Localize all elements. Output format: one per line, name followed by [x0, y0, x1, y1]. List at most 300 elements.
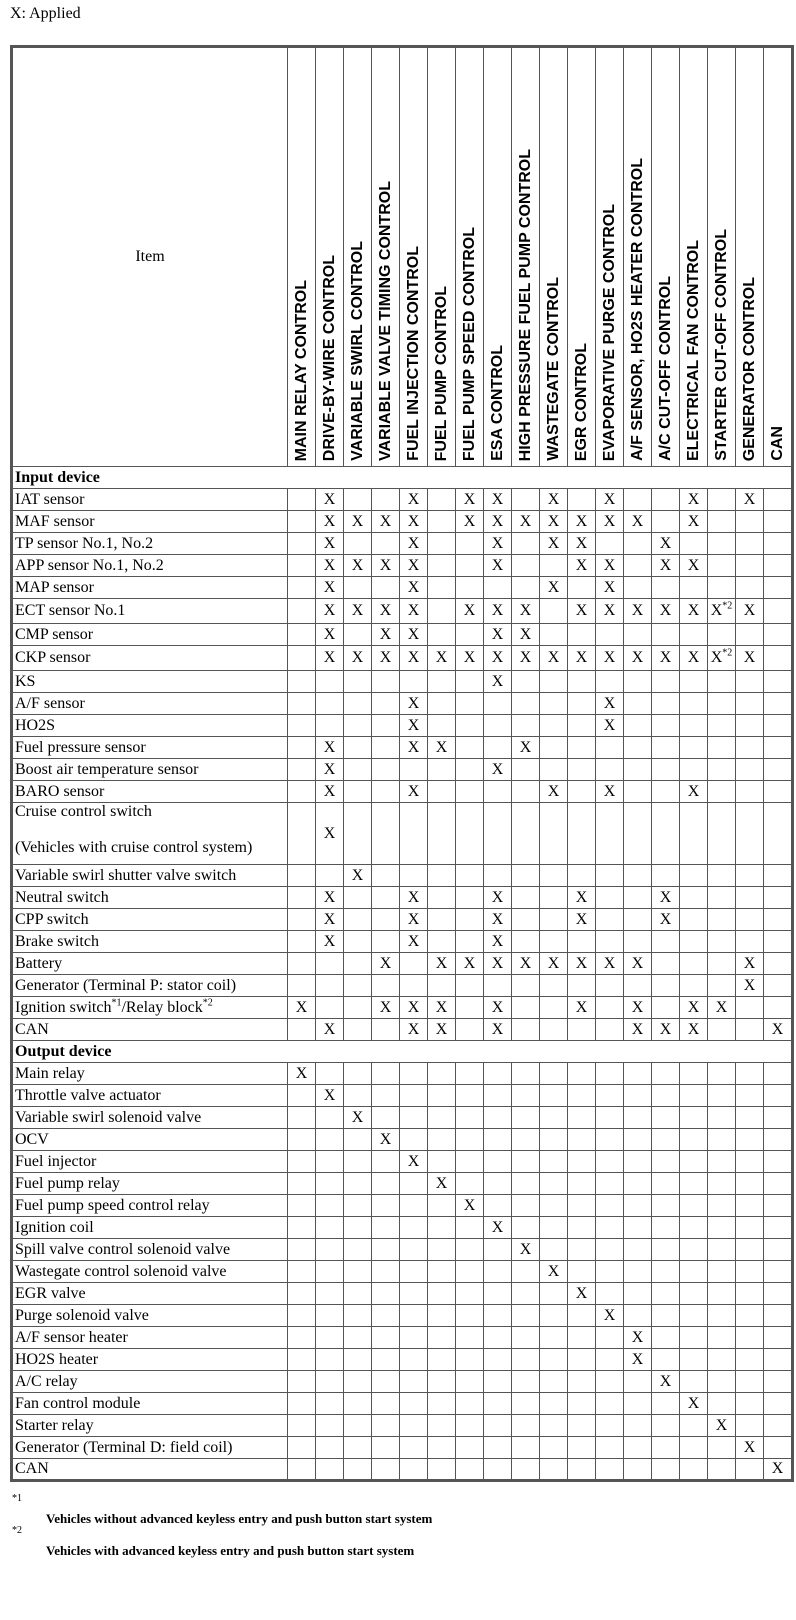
matrix-cell	[736, 887, 764, 909]
matrix-cell	[456, 759, 484, 781]
matrix-cell	[512, 1459, 540, 1481]
matrix-cell	[708, 715, 736, 737]
matrix-cell	[736, 1459, 764, 1481]
matrix-cell	[708, 1195, 736, 1217]
matrix-cell	[764, 1371, 793, 1393]
matrix-cell	[624, 489, 652, 511]
matrix-cell	[540, 1195, 568, 1217]
control-column-header	[764, 47, 793, 467]
table-row	[12, 1107, 793, 1129]
matrix-cell	[484, 1327, 512, 1349]
matrix-cell	[708, 671, 736, 693]
matrix-cell	[512, 533, 540, 555]
table-row	[12, 533, 793, 555]
matrix-cell	[568, 803, 596, 865]
matrix-cell	[428, 1371, 456, 1393]
row-label: TP sensor No.1, No.2	[12, 533, 288, 555]
matrix-cell	[568, 1393, 596, 1415]
matrix-cell	[344, 1415, 372, 1437]
row-label: CAN	[12, 1459, 288, 1481]
matrix-cell	[708, 909, 736, 931]
matrix-cell	[736, 909, 764, 931]
matrix-cell	[596, 1107, 624, 1129]
matrix-cell: X	[624, 599, 652, 624]
matrix-cell	[428, 1393, 456, 1415]
matrix-cell	[540, 1349, 568, 1371]
matrix-cell	[428, 1107, 456, 1129]
matrix-cell	[568, 1437, 596, 1459]
control-column-header	[316, 47, 344, 467]
matrix-cell	[624, 1371, 652, 1393]
matrix-cell	[680, 1063, 708, 1085]
row-label-part: /Relay block	[121, 998, 203, 1016]
matrix-cell: X	[708, 1415, 736, 1437]
matrix-cell	[596, 931, 624, 953]
matrix-cell	[652, 737, 680, 759]
matrix-cell	[736, 693, 764, 715]
matrix-cell	[344, 1151, 372, 1173]
matrix-cell	[344, 693, 372, 715]
matrix-cell	[736, 1239, 764, 1261]
row-label: OCV	[12, 1129, 288, 1151]
matrix-cell	[344, 1217, 372, 1239]
matrix-cell	[428, 555, 456, 577]
matrix-cell: X	[428, 1173, 456, 1195]
matrix-cell	[428, 599, 456, 624]
matrix-cell	[372, 865, 400, 887]
matrix-cell	[456, 533, 484, 555]
matrix-cell	[568, 1239, 596, 1261]
matrix-cell: X	[484, 511, 512, 533]
matrix-cell	[764, 1173, 793, 1195]
matrix-cell	[680, 1217, 708, 1239]
matrix-cell	[484, 1063, 512, 1085]
matrix-cell	[624, 975, 652, 997]
matrix-cell	[708, 975, 736, 997]
table-row	[12, 1239, 793, 1261]
matrix-cell: X	[428, 737, 456, 759]
matrix-cell: X	[400, 511, 428, 533]
matrix-cell	[568, 1063, 596, 1085]
matrix-cell	[344, 1239, 372, 1261]
matrix-cell	[652, 1327, 680, 1349]
matrix-cell	[680, 1085, 708, 1107]
matrix-cell	[568, 1019, 596, 1041]
matrix-cell: X	[428, 646, 456, 671]
matrix-cell: X	[288, 997, 316, 1019]
matrix-cell	[680, 909, 708, 931]
matrix-cell: X	[764, 1019, 793, 1041]
matrix-cell	[708, 1459, 736, 1481]
matrix-cell	[428, 624, 456, 646]
matrix-cell	[344, 1261, 372, 1283]
matrix-cell	[652, 1239, 680, 1261]
matrix-cell	[288, 1371, 316, 1393]
matrix-cell	[652, 1349, 680, 1371]
matrix-cell	[764, 577, 793, 599]
control-column-header	[680, 47, 708, 467]
matrix-cell	[288, 1151, 316, 1173]
matrix-cell: X	[316, 909, 344, 931]
matrix-cell	[568, 577, 596, 599]
matrix-cell	[456, 997, 484, 1019]
matrix-cell	[456, 803, 484, 865]
table-row	[12, 489, 793, 511]
matrix-cell	[400, 975, 428, 997]
matrix-cell	[540, 1283, 568, 1305]
matrix-cell	[288, 1019, 316, 1041]
matrix-cell	[708, 781, 736, 803]
matrix-cell: X	[400, 931, 428, 953]
matrix-cell	[764, 555, 793, 577]
control-column-header	[652, 47, 680, 467]
row-label: Generator (Terminal P: stator coil)	[12, 975, 288, 997]
matrix-cell: X	[680, 781, 708, 803]
matrix-cell	[624, 1129, 652, 1151]
table-row	[12, 975, 793, 997]
matrix-cell: X	[680, 511, 708, 533]
matrix-cell	[624, 1393, 652, 1415]
matrix-cell: X	[624, 1349, 652, 1371]
matrix-cell	[456, 1129, 484, 1151]
matrix-cell	[428, 1129, 456, 1151]
table-row	[12, 1217, 793, 1239]
matrix-cell	[736, 781, 764, 803]
matrix-cell: X	[596, 953, 624, 975]
table-row	[12, 865, 793, 887]
matrix-cell: X	[596, 511, 624, 533]
control-column-label: EVAPORATIVE PURGE CONTROL	[601, 203, 618, 461]
matrix-cell: X	[372, 997, 400, 1019]
matrix-cell	[344, 781, 372, 803]
matrix-cell	[512, 909, 540, 931]
row-label: Battery	[12, 953, 288, 975]
matrix-cell	[428, 1239, 456, 1261]
matrix-cell	[512, 1195, 540, 1217]
matrix-cell: X	[456, 953, 484, 975]
matrix-cell	[288, 1327, 316, 1349]
control-column-label: STARTER CUT-OFF CONTROL	[713, 229, 730, 461]
table-row	[12, 1393, 793, 1415]
matrix-cell	[624, 1437, 652, 1459]
table-row	[12, 624, 793, 646]
matrix-cell	[288, 1129, 316, 1151]
matrix-cell	[484, 1151, 512, 1173]
matrix-cell	[624, 624, 652, 646]
row-label: Fan control module	[12, 1393, 288, 1415]
row-label: ECT sensor No.1	[12, 599, 288, 624]
matrix-cell	[456, 1261, 484, 1283]
matrix-cell	[624, 693, 652, 715]
matrix-cell: X	[568, 953, 596, 975]
matrix-cell	[428, 759, 456, 781]
control-column-header	[372, 47, 400, 467]
matrix-cell	[372, 715, 400, 737]
matrix-cell	[680, 1151, 708, 1173]
matrix-cell	[400, 1063, 428, 1085]
matrix-cell	[596, 803, 624, 865]
matrix-cell	[288, 511, 316, 533]
footnote-mark: *1	[12, 1493, 22, 1504]
matrix-cell: X	[400, 533, 428, 555]
matrix-cell	[288, 489, 316, 511]
matrix-cell	[596, 887, 624, 909]
row-label-part: Ignition switch	[15, 998, 112, 1016]
matrix-cell	[372, 1173, 400, 1195]
table-row	[12, 1349, 793, 1371]
row-label: A/C relay	[12, 1371, 288, 1393]
matrix-cell	[288, 931, 316, 953]
matrix-cell	[428, 1261, 456, 1283]
matrix-cell	[736, 931, 764, 953]
matrix-cell: X	[484, 489, 512, 511]
matrix-cell	[344, 737, 372, 759]
matrix-cell	[680, 715, 708, 737]
matrix-cell	[568, 715, 596, 737]
matrix-cell	[484, 1393, 512, 1415]
matrix-cell	[484, 1239, 512, 1261]
matrix-cell: $X^{*2}$	[708, 599, 736, 624]
matrix-cell	[456, 1085, 484, 1107]
matrix-cell	[624, 671, 652, 693]
matrix-cell	[680, 577, 708, 599]
matrix-cell	[736, 1371, 764, 1393]
row-label-line2: (Vehicles with cruise control system)	[15, 839, 253, 856]
matrix-cell	[344, 953, 372, 975]
matrix-cell	[708, 1019, 736, 1041]
matrix-cell	[736, 1195, 764, 1217]
row-label: Brake switch	[12, 931, 288, 953]
matrix-cell: X	[484, 533, 512, 555]
matrix-cell	[372, 1239, 400, 1261]
footnote-text: Vehicles with advanced keyless entry and push button start system	[46, 1543, 415, 1558]
footnote-mark: *2	[12, 1525, 22, 1536]
matrix-cell	[596, 1173, 624, 1195]
matrix-cell	[736, 511, 764, 533]
matrix-cell	[288, 1305, 316, 1327]
matrix-cell	[316, 953, 344, 975]
matrix-cell	[428, 693, 456, 715]
matrix-cell	[624, 887, 652, 909]
matrix-cell	[400, 1393, 428, 1415]
matrix-cell	[456, 1349, 484, 1371]
matrix-cell	[540, 1173, 568, 1195]
matrix-cell	[512, 1371, 540, 1393]
matrix-cell	[288, 533, 316, 555]
matrix-cell	[344, 489, 372, 511]
matrix-cell	[428, 1195, 456, 1217]
matrix-cell	[568, 865, 596, 887]
matrix-cell	[400, 1305, 428, 1327]
matrix-cell	[736, 1129, 764, 1151]
matrix-cell: X	[400, 693, 428, 715]
matrix-cell	[540, 1415, 568, 1437]
matrix-cell	[316, 1283, 344, 1305]
matrix-cell	[512, 759, 540, 781]
matrix-cell	[708, 577, 736, 599]
matrix-cell	[372, 1349, 400, 1371]
matrix-cell	[652, 1217, 680, 1239]
matrix-cell: X	[568, 646, 596, 671]
matrix-cell	[456, 1305, 484, 1327]
matrix-cell	[596, 1371, 624, 1393]
matrix-cell	[708, 1327, 736, 1349]
matrix-cell	[288, 624, 316, 646]
matrix-cell: X	[568, 887, 596, 909]
matrix-cell	[680, 737, 708, 759]
matrix-cell	[316, 1063, 344, 1085]
matrix-cell	[372, 1459, 400, 1481]
matrix-cell	[400, 1327, 428, 1349]
header-row	[12, 47, 793, 467]
matrix-cell	[652, 803, 680, 865]
matrix-cell: X	[624, 997, 652, 1019]
matrix-cell	[708, 1393, 736, 1415]
row-label: CPP switch	[12, 909, 288, 931]
matrix-cell	[708, 555, 736, 577]
matrix-cell	[596, 1415, 624, 1437]
matrix-cell	[652, 1283, 680, 1305]
matrix-cell	[512, 1305, 540, 1327]
matrix-cell	[680, 1349, 708, 1371]
matrix-cell	[624, 715, 652, 737]
matrix-cell	[512, 1217, 540, 1239]
matrix-cell	[652, 1437, 680, 1459]
table-row	[12, 997, 793, 1019]
matrix-cell: X	[316, 489, 344, 511]
matrix-cell	[428, 715, 456, 737]
matrix-cell	[764, 1327, 793, 1349]
matrix-cell	[736, 803, 764, 865]
matrix-cell	[652, 975, 680, 997]
matrix-cell	[456, 887, 484, 909]
matrix-cell: X	[372, 511, 400, 533]
matrix-cell	[764, 1195, 793, 1217]
matrix-cell	[484, 577, 512, 599]
matrix-cell: X	[484, 1019, 512, 1041]
matrix-cell	[624, 533, 652, 555]
matrix-cell	[288, 781, 316, 803]
matrix-cell	[512, 997, 540, 1019]
matrix-cell	[764, 1305, 793, 1327]
matrix-cell	[540, 909, 568, 931]
matrix-cell	[344, 931, 372, 953]
matrix-cell: X	[624, 1327, 652, 1349]
matrix-cell: X	[428, 953, 456, 975]
matrix-cell	[484, 1305, 512, 1327]
matrix-cell	[288, 1239, 316, 1261]
matrix-cell	[596, 737, 624, 759]
table-row	[12, 1151, 793, 1173]
matrix-cell	[344, 1349, 372, 1371]
matrix-cell	[372, 1019, 400, 1041]
matrix-cell: X	[400, 646, 428, 671]
table-row	[12, 1459, 793, 1481]
matrix-cell	[456, 1415, 484, 1437]
matrix-cell	[484, 1195, 512, 1217]
matrix-cell	[652, 781, 680, 803]
matrix-cell	[400, 953, 428, 975]
matrix-cell	[288, 577, 316, 599]
matrix-cell: X	[484, 624, 512, 646]
matrix-cell	[568, 1261, 596, 1283]
matrix-cell	[316, 1305, 344, 1327]
matrix-cell	[624, 909, 652, 931]
control-column-label: ELECTRICAL FAN CONTROL	[685, 239, 702, 461]
row-label: Fuel injector	[12, 1151, 288, 1173]
matrix-cell	[316, 1371, 344, 1393]
matrix-cell	[344, 803, 372, 865]
matrix-cell	[456, 975, 484, 997]
table-row	[12, 737, 793, 759]
matrix-cell	[680, 533, 708, 555]
matrix-cell: X	[400, 887, 428, 909]
matrix-cell	[456, 1459, 484, 1481]
matrix-cell	[764, 1393, 793, 1415]
matrix-cell	[372, 1393, 400, 1415]
matrix-cell	[540, 671, 568, 693]
matrix-cell: X	[624, 511, 652, 533]
matrix-cell	[736, 1107, 764, 1129]
matrix-cell	[456, 909, 484, 931]
matrix-cell	[372, 1063, 400, 1085]
table-row	[12, 781, 793, 803]
matrix-cell	[624, 1195, 652, 1217]
matrix-cell	[764, 1349, 793, 1371]
matrix-cell	[680, 865, 708, 887]
matrix-cell	[596, 624, 624, 646]
matrix-cell: X	[400, 781, 428, 803]
matrix-cell	[372, 1085, 400, 1107]
matrix-cell	[540, 1019, 568, 1041]
matrix-cell: X	[736, 953, 764, 975]
table-row	[12, 1437, 793, 1459]
table-row	[12, 759, 793, 781]
matrix-cell	[372, 1371, 400, 1393]
matrix-cell	[708, 1107, 736, 1129]
matrix-cell	[652, 1195, 680, 1217]
matrix-cell	[512, 1283, 540, 1305]
matrix-cell: X	[400, 997, 428, 1019]
matrix-cell	[344, 671, 372, 693]
table-row	[12, 693, 793, 715]
matrix-cell	[764, 533, 793, 555]
matrix-cell	[372, 1437, 400, 1459]
matrix-cell	[484, 1085, 512, 1107]
matrix-cell	[344, 1283, 372, 1305]
table-row	[12, 887, 793, 909]
row-label: Wastegate control solenoid valve	[12, 1261, 288, 1283]
matrix-cell	[764, 1151, 793, 1173]
matrix-cell	[288, 555, 316, 577]
matrix-cell	[652, 1393, 680, 1415]
matrix-cell	[568, 1085, 596, 1107]
matrix-cell: X	[680, 646, 708, 671]
matrix-cell	[680, 693, 708, 715]
matrix-cell: X	[400, 624, 428, 646]
matrix-cell	[372, 577, 400, 599]
matrix-cell	[456, 693, 484, 715]
matrix-cell: X	[596, 1305, 624, 1327]
table-row	[12, 1305, 793, 1327]
matrix-cell	[568, 1107, 596, 1129]
matrix-cell	[596, 1327, 624, 1349]
matrix-cell	[344, 975, 372, 997]
matrix-cell: X	[512, 511, 540, 533]
control-column-label: FUEL PUMP SPEED CONTROL	[461, 226, 478, 461]
matrix-cell: X	[596, 781, 624, 803]
control-column-header	[540, 47, 568, 467]
